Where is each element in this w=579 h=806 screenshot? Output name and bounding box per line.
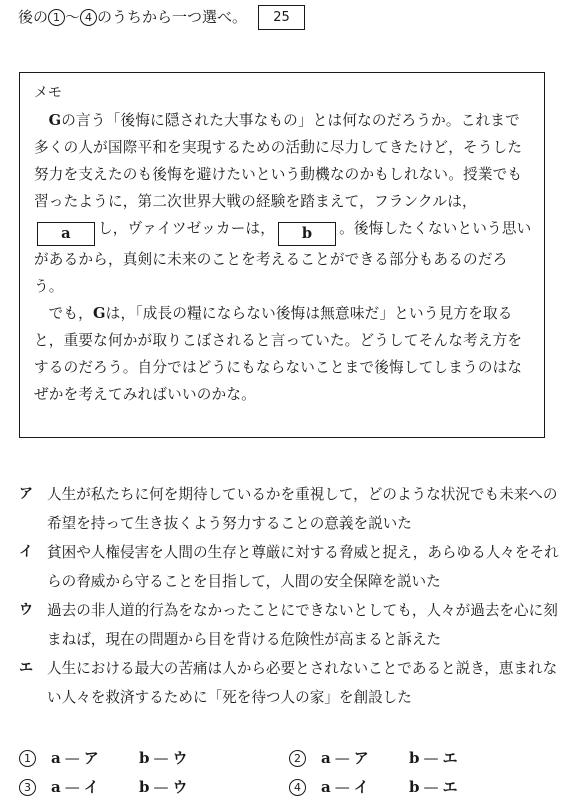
blank-label: b	[139, 749, 150, 767]
memo-text: は，「成長の糧にならない後悔は無意味だ」という見方を取ると，重要な何かが取りこぼされると言っていた。どうしてそんな考え方をするのだろう。自分ではどうにもならないことまで後悔してしまうのはなぜかを考えてみればいいのかな。	[34, 305, 523, 403]
blank-label: a	[51, 749, 61, 767]
answer-kana: エ	[442, 749, 458, 767]
choice-pair-b	[409, 776, 497, 797]
answer-kana: ウ	[172, 778, 188, 796]
statement-option	[19, 480, 564, 538]
choice-pair-a	[51, 747, 139, 768]
choice-row	[19, 772, 559, 801]
memo-title: メモ	[34, 85, 62, 101]
answer-kana: エ	[442, 778, 458, 796]
dash: —	[423, 778, 439, 796]
person-g: G	[92, 305, 106, 322]
choice-number-circle: 3	[19, 779, 36, 796]
answer-kana: ア	[83, 749, 99, 767]
statement-text: 人生が私たちに何を期待しているかを重視して，どのような状況でも未来への希望を持って生き抜くよう努力することの意義を説いた	[47, 486, 558, 532]
option-number-circle: 1	[48, 9, 65, 26]
statement-text: 貧困や人権侵害を人間の生存と尊厳に対する脅威と捉え，あらゆる人々をそれらの脅威から守ることを目指して，人間の安全保障を説いた	[47, 544, 559, 590]
memo-box	[19, 72, 545, 438]
choice-number-circle: 2	[289, 750, 306, 767]
memo-text: でも，	[48, 305, 93, 322]
answer-choices	[19, 743, 559, 801]
statement-mark: イ	[19, 544, 33, 560]
person-g: G	[48, 112, 62, 129]
answer-choice-2[interactable]	[289, 747, 559, 768]
dash: —	[334, 778, 350, 796]
memo-text: 。後悔したくないという思いがあるから，真剣に未来のことを考えることができる部分もあるのだろう。	[34, 220, 532, 295]
statement-text: 過去の非人道的行為をなかったことにできないとしても，人々が過去を心に刻まねば，現在の問題から目を背ける危険性が高まると訴えた	[47, 602, 558, 648]
statement-mark: ウ	[19, 602, 33, 618]
answer-kana: ア	[353, 749, 369, 767]
answer-choice-4[interactable]	[289, 776, 559, 797]
blank-b: b	[278, 222, 336, 246]
dash: —	[153, 778, 169, 796]
dash: —	[64, 749, 80, 767]
answer-kana: イ	[353, 778, 369, 796]
answer-kana: ウ	[172, 749, 188, 767]
choice-pair-b	[139, 747, 227, 768]
statement-mark: エ	[19, 660, 33, 676]
choice-number-circle: 1	[19, 750, 36, 767]
memo-paragraph-1	[34, 107, 532, 300]
question-instruction	[18, 6, 247, 28]
choice-pair-b	[139, 776, 227, 797]
choice-pair-a	[51, 776, 139, 797]
choice-row	[19, 743, 559, 772]
instruction-prefix: 後の	[18, 8, 49, 26]
tilde: ～	[65, 8, 81, 26]
blank-a: a	[37, 222, 95, 246]
answer-kana: イ	[83, 778, 99, 796]
choice-pair-b	[409, 747, 497, 768]
statement-option	[19, 596, 564, 654]
choice-pair-a	[321, 747, 409, 768]
dash: —	[153, 749, 169, 767]
statement-option	[19, 654, 564, 712]
blank-label: a	[321, 749, 331, 767]
memo-text: し，ヴァイツゼッカーは，	[98, 220, 276, 237]
blank-label: b	[139, 778, 150, 796]
dash: —	[64, 778, 80, 796]
dash: —	[423, 749, 439, 767]
statement-options	[19, 480, 564, 712]
statement-mark: ア	[19, 486, 33, 502]
instruction-suffix: のうちから一つ選べ。	[97, 8, 248, 26]
blank-label: a	[51, 778, 61, 796]
statement-option	[19, 538, 564, 596]
blank-label: b	[409, 778, 420, 796]
statement-text: 人生における最大の苦痛は人から必要とされないことであると説き，恵まれない人々を救済するために「死を待つ人の家」を創設した	[47, 660, 558, 706]
option-number-circle: 4	[80, 9, 97, 26]
choice-number-circle: 4	[289, 779, 306, 796]
choice-pair-a	[321, 776, 409, 797]
memo-paragraph-2	[34, 300, 532, 408]
answer-choice-1[interactable]	[19, 747, 289, 768]
memo-text: の言う「後悔に隠された大事なもの」とは何なのだろうか。これまで多くの人が国際平和を実現するための活動に尽力してきたけど，そうした努力を支えたのも後悔を避けたいという動機なのかもしれない。授業でも習ったように，第二次世界大戦の経験を踏まえて，フランクルは，	[34, 112, 523, 210]
blank-label: a	[321, 778, 331, 796]
dash: —	[334, 749, 350, 767]
answer-number-box: 25	[258, 5, 305, 30]
answer-choice-3[interactable]	[19, 776, 289, 797]
blank-label: b	[409, 749, 420, 767]
